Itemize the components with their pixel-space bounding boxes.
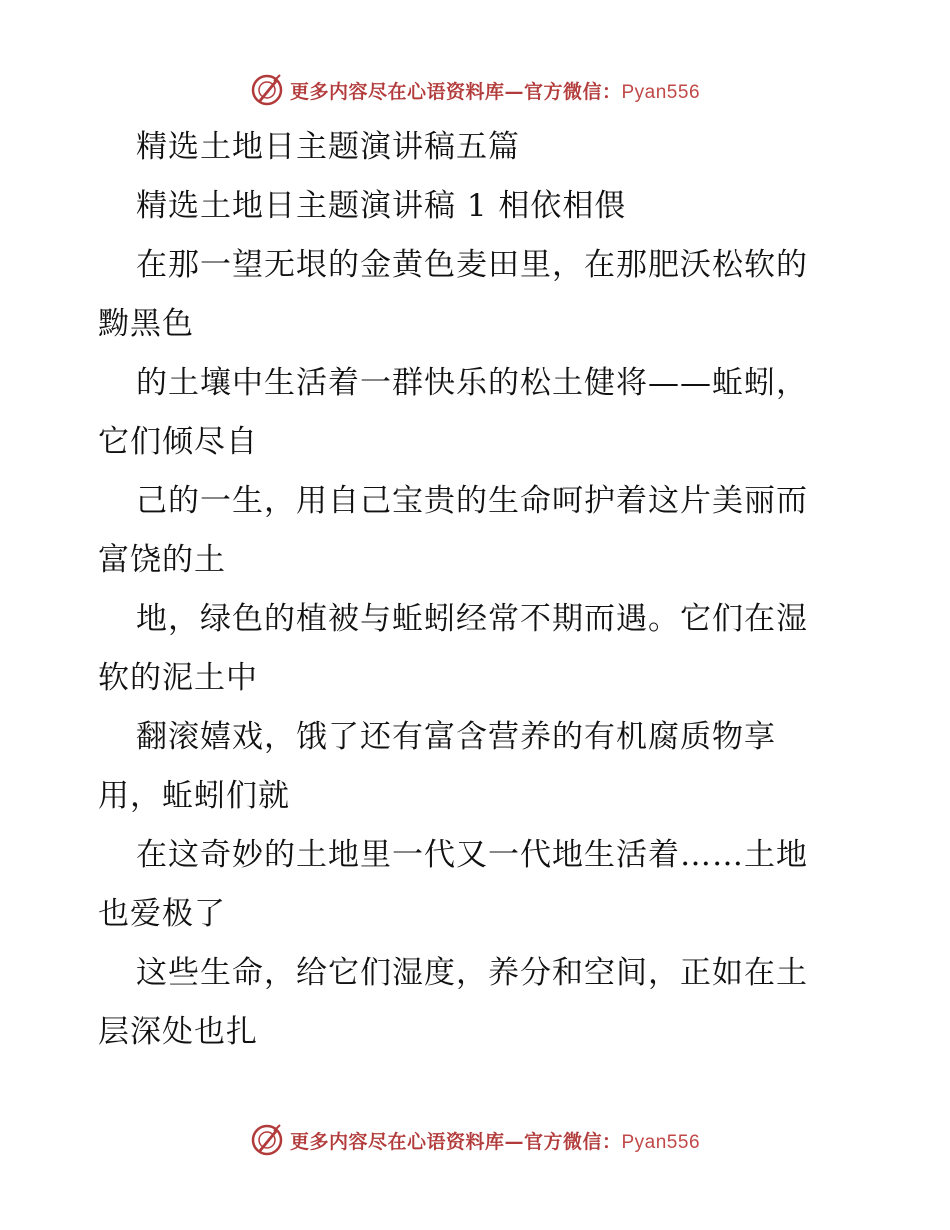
paragraph-line: 这些生命，给它们湿度，养分和空间，正如在土 — [136, 955, 808, 991]
footer-banner — [0, 1120, 950, 1160]
paragraph-line: 在这奇妙的土地里一代又一代地生活着……土地 — [136, 837, 808, 873]
quill-pen-logo-icon — [250, 1123, 284, 1157]
paragraph-line: 己的一生，用自己宝贵的生命呵护着这片美丽而 — [136, 483, 808, 519]
footer-brand: 更多内容尽在心语资料库 — [289, 1130, 505, 1153]
document-subtitle: 精选土地日主题演讲稿 1 相依相偎 — [136, 188, 627, 224]
footer-wechat-label: 官方微信： — [523, 1130, 622, 1153]
paragraph-line: 黝黑色 — [98, 306, 194, 342]
header-brand: 更多内容尽在心语资料库 — [289, 80, 505, 103]
header-dash: — — [504, 80, 524, 103]
paragraph-line: 用，蚯蚓们就 — [98, 778, 290, 814]
header-wechat-id: Pyan556 — [621, 81, 701, 103]
paragraph-line: 它们倾尽自 — [98, 424, 258, 460]
paragraph-line: 翻滚嬉戏，饿了还有富含营养的有机腐质物享 — [136, 719, 776, 755]
paragraph-line: 地，绿色的植被与蚯蚓经常不期而遇。它们在湿 — [136, 601, 808, 637]
paragraph-line: 软的泥土中 — [98, 660, 258, 696]
footer-banner-text — [290, 1127, 700, 1154]
paragraph-line: 的土壤中生活着一群快乐的松土健将——蚯蚓， — [136, 365, 808, 401]
header-wechat-label: 官方微信： — [523, 80, 622, 103]
footer-dash: — — [504, 1130, 524, 1153]
paragraph-line: 也爱极了 — [98, 896, 226, 932]
paragraph-line: 富饶的土 — [98, 542, 226, 578]
paragraph-line: 在那一望无垠的金黄色麦田里，在那肥沃松软的 — [136, 247, 808, 283]
footer-wechat-id: Pyan556 — [621, 1131, 701, 1153]
paragraph-line: 层深处也扎 — [98, 1014, 258, 1050]
document-title: 精选土地日主题演讲稿五篇 — [136, 129, 520, 165]
